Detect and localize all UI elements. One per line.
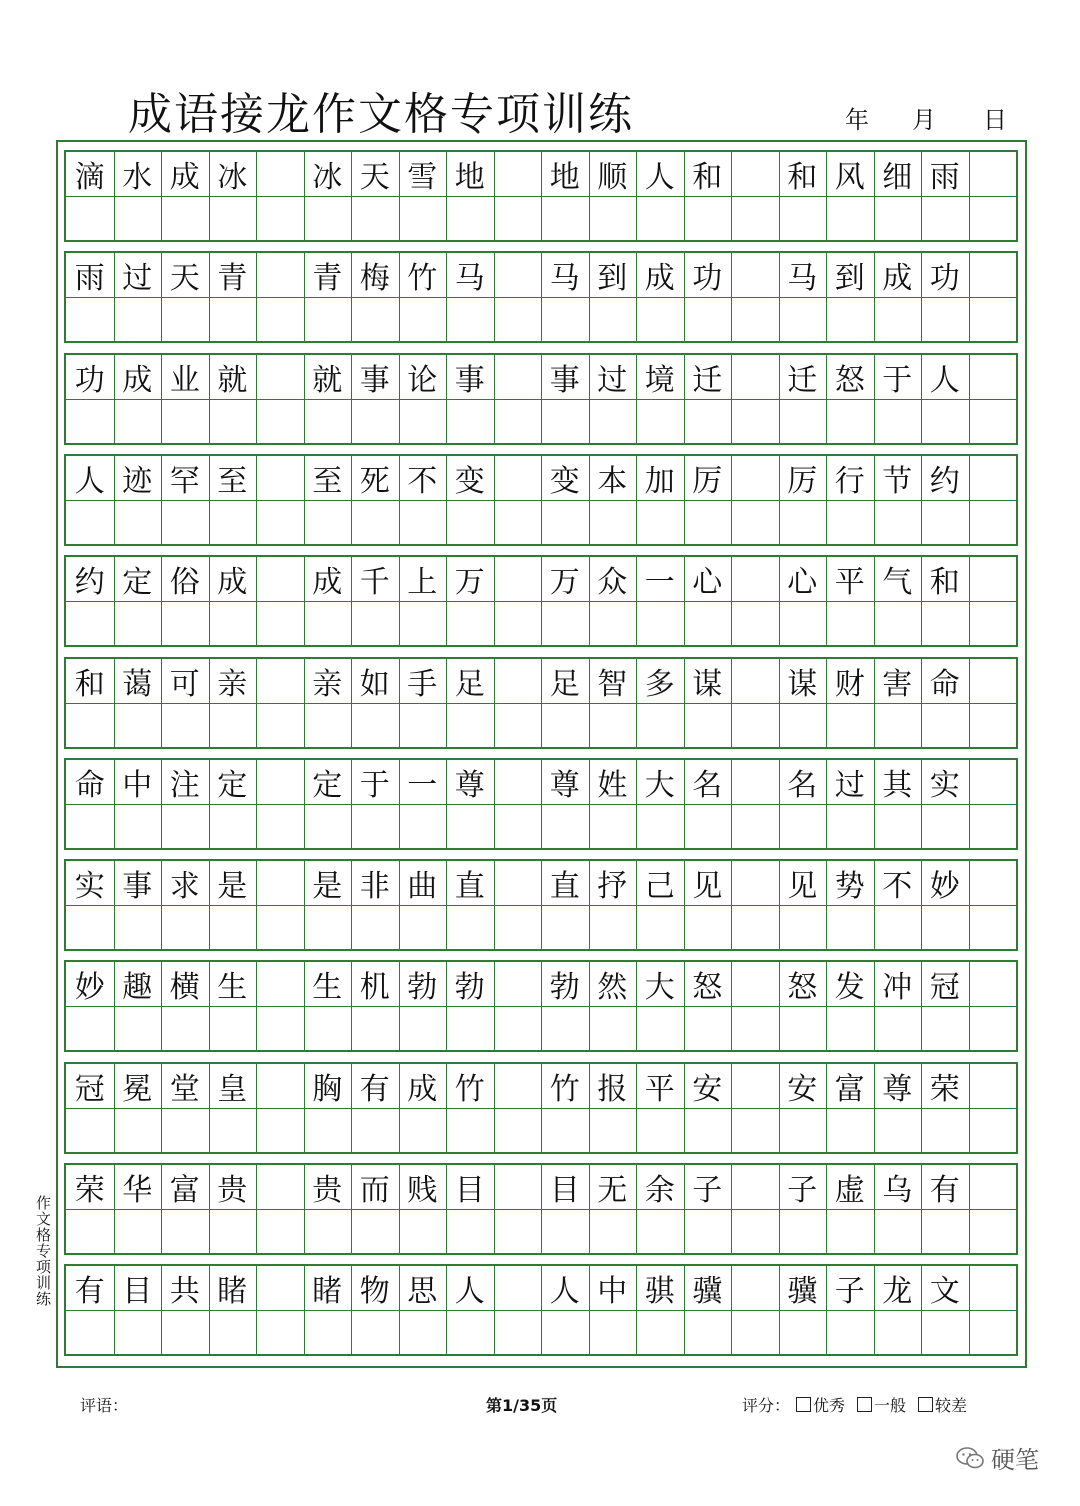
grid-character: 物 [359, 1274, 390, 1310]
grid-character: 滴 [74, 160, 105, 195]
grid-character: 怒 [834, 362, 865, 398]
grid-character: 马 [787, 261, 818, 297]
grid-character: 势 [834, 869, 865, 905]
grid-character: 富 [169, 1173, 200, 1208]
grid-row [64, 1264, 1018, 1356]
date-day-label: 日 [983, 106, 1007, 134]
grid-character [969, 1266, 1017, 1310]
grid-character: 贵 [217, 1173, 248, 1208]
grid-character: 过 [122, 261, 153, 297]
grid-character [494, 1266, 542, 1310]
grid-character: 手 [407, 666, 438, 702]
grid-character: 子 [787, 1173, 818, 1208]
grid-character: 竹 [407, 261, 438, 297]
grid-row [64, 859, 1018, 951]
grid-character: 成 [882, 261, 913, 297]
grid-character [969, 659, 1017, 703]
grid-character: 然 [597, 970, 628, 1006]
grid-character: 贵 [312, 1173, 343, 1208]
grid-character [256, 456, 304, 500]
grid-row [64, 1062, 1018, 1154]
grid-character: 骐 [644, 1274, 675, 1310]
grid-character: 可 [169, 666, 200, 702]
date-year-label: 年 [845, 106, 869, 134]
grid-character [256, 861, 304, 905]
grid-character: 有 [359, 1071, 390, 1107]
grid-character [256, 1266, 304, 1310]
grid-character: 万 [549, 565, 580, 601]
grid-character: 和 [787, 160, 818, 195]
grid-character: 姓 [597, 767, 628, 803]
grid-character: 约 [74, 565, 105, 601]
grid-character: 如 [359, 666, 390, 702]
grid-character [256, 253, 304, 297]
grid-character: 直 [454, 869, 485, 905]
grid-row [64, 758, 1018, 850]
grid-character [731, 760, 779, 804]
grid-character: 论 [407, 362, 438, 398]
grid-character: 千 [359, 565, 390, 601]
grid-character: 骥 [787, 1274, 818, 1310]
page-title: 成语接龙作文格专项训练 [128, 89, 634, 140]
grid-character: 人 [549, 1274, 580, 1310]
grid-character [731, 659, 779, 703]
grid-character: 事 [359, 362, 390, 398]
grid-character: 定 [217, 767, 248, 803]
grid-character [494, 152, 542, 196]
grid-character: 是 [217, 869, 248, 905]
option-poor-label: 较差 [935, 1396, 968, 1415]
grid-character: 命 [929, 666, 960, 702]
grid-character: 直 [549, 869, 580, 905]
grid-character: 平 [644, 1071, 675, 1107]
grid-character: 安 [692, 1071, 723, 1107]
grid-character [969, 253, 1017, 297]
grid-character: 于 [882, 362, 913, 398]
grid-character: 过 [834, 767, 865, 803]
grid-character [494, 962, 542, 1006]
grid-character: 就 [312, 362, 343, 398]
watermark [955, 1440, 1039, 1475]
grid-character: 富 [834, 1071, 865, 1107]
grid-character: 机 [359, 970, 390, 1006]
grid-character: 实 [74, 869, 105, 905]
grid-character: 心 [692, 565, 723, 601]
grid-character [494, 760, 542, 804]
grid-character: 安 [787, 1071, 818, 1107]
grid-character: 雪 [407, 160, 438, 195]
grid-character: 无 [597, 1173, 628, 1208]
grid-character: 万 [454, 565, 485, 601]
grid-character: 冰 [217, 160, 248, 195]
grid-character: 成 [122, 362, 153, 398]
grid-character [969, 1165, 1017, 1209]
grid-character: 成 [644, 261, 675, 297]
grid-character: 勃 [454, 970, 485, 1006]
grid-row [64, 454, 1018, 546]
option-excellent[interactable] [796, 1393, 845, 1416]
grid-character: 虚 [834, 1173, 865, 1208]
page-number: 第1/35页 [486, 1396, 558, 1415]
grid-character: 冰 [312, 160, 343, 195]
grid-character: 上 [407, 565, 438, 601]
grid-character [256, 1064, 304, 1108]
grid-character: 实 [929, 767, 960, 803]
grid-character: 其 [882, 767, 913, 803]
grid-character: 名 [787, 767, 818, 803]
grid-character: 节 [882, 463, 913, 499]
grid-character: 文 [929, 1274, 960, 1310]
grid-character: 马 [454, 261, 485, 297]
checkbox-excellent[interactable] [796, 1397, 811, 1412]
grid-character: 地 [549, 160, 580, 195]
grid-character: 求 [169, 869, 200, 905]
score-section [742, 1393, 973, 1416]
grid-character: 目 [454, 1173, 485, 1208]
grid-character: 曲 [407, 869, 438, 905]
grid-character: 顺 [597, 160, 628, 195]
grid-character: 功 [929, 261, 960, 297]
grid-character [731, 1165, 779, 1209]
grid-character: 细 [882, 160, 913, 195]
grid-character: 成 [169, 160, 200, 195]
grid-row [64, 150, 1018, 242]
grid-character [969, 962, 1017, 1006]
grid-character [494, 557, 542, 601]
grid-character: 堂 [169, 1071, 200, 1107]
grid-row [64, 1163, 1018, 1255]
grid-character [494, 1165, 542, 1209]
grid-character: 俗 [169, 565, 200, 601]
score-label: 评分： [742, 1396, 791, 1415]
grid-character: 不 [882, 869, 913, 905]
grid-character: 成 [312, 565, 343, 601]
grid-character: 中 [122, 767, 153, 803]
grid-character [494, 1064, 542, 1108]
grid-character: 成 [217, 565, 248, 601]
grid-character: 气 [882, 565, 913, 601]
grid-character: 贱 [407, 1173, 438, 1208]
grid-character: 人 [454, 1274, 485, 1310]
grid-character: 冠 [929, 970, 960, 1006]
grid-character [494, 253, 542, 297]
grid-character: 智 [597, 666, 628, 702]
grid-character: 尊 [454, 767, 485, 803]
grid-character: 尊 [882, 1071, 913, 1107]
grid-character: 谋 [692, 666, 723, 702]
grid-character [494, 659, 542, 703]
grid-character: 青 [312, 261, 343, 297]
grid-character: 怒 [692, 970, 723, 1006]
grid-character: 子 [834, 1274, 865, 1310]
grid-character: 注 [169, 767, 200, 803]
option-average[interactable] [857, 1393, 906, 1416]
grid-character: 抒 [597, 869, 628, 905]
grid-character: 荣 [929, 1071, 960, 1107]
grid-row [64, 353, 1018, 445]
grid-character: 足 [454, 666, 485, 702]
grid-character: 变 [549, 463, 580, 499]
grid-character: 亲 [312, 666, 343, 702]
grid-character: 骥 [692, 1274, 723, 1310]
grid-character: 定 [122, 565, 153, 601]
grid-character: 心 [787, 565, 818, 601]
option-average-label: 一般 [874, 1396, 907, 1415]
grid-character: 乌 [882, 1173, 913, 1208]
grid-character: 行 [834, 463, 865, 499]
grid-character [969, 861, 1017, 905]
grid-character: 余 [644, 1173, 675, 1208]
grid-character: 和 [692, 160, 723, 195]
grid-character [731, 962, 779, 1006]
grid-character [256, 1165, 304, 1209]
grid-character: 功 [692, 261, 723, 297]
grid-character: 到 [597, 261, 628, 297]
grid-character: 有 [929, 1173, 960, 1208]
grid-character: 趣 [122, 970, 153, 1006]
grid-character [494, 861, 542, 905]
grid-character: 妙 [929, 869, 960, 905]
grid-character: 多 [644, 666, 675, 702]
grid-character: 命 [74, 767, 105, 803]
grid-character: 和 [74, 666, 105, 702]
grid-character: 迁 [787, 362, 818, 398]
grid-character: 睹 [217, 1274, 248, 1310]
grid-character: 见 [787, 869, 818, 905]
grid-character: 大 [644, 970, 675, 1006]
grid-character: 迹 [122, 463, 153, 499]
grid-character [731, 1266, 779, 1310]
grid-character: 横 [169, 970, 200, 1006]
grid-character [969, 456, 1017, 500]
grid-character: 龙 [882, 1274, 913, 1310]
grid-character: 成 [407, 1071, 438, 1107]
grid-character [256, 962, 304, 1006]
grid-character: 财 [834, 666, 865, 702]
grid-character: 不 [407, 463, 438, 499]
wechat-icon [955, 1446, 985, 1470]
grid-character: 众 [597, 565, 628, 601]
grid-character: 人 [929, 362, 960, 398]
grid-character: 勃 [549, 970, 580, 1006]
date-month-label: 月 [912, 106, 936, 134]
grid-character: 事 [549, 362, 580, 398]
grid-character: 中 [597, 1274, 628, 1310]
grid-character: 竹 [549, 1071, 580, 1107]
grid-character: 荣 [74, 1173, 105, 1208]
grid-character: 勃 [407, 970, 438, 1006]
grid-character: 厉 [692, 463, 723, 499]
grid-character: 雨 [74, 261, 105, 297]
grid-character: 至 [312, 463, 343, 499]
grid-character: 子 [692, 1173, 723, 1208]
grid-character: 人 [644, 160, 675, 195]
grid-character: 有 [74, 1274, 105, 1310]
grid-character [731, 152, 779, 196]
grid-character: 生 [312, 970, 343, 1006]
grid-character [256, 557, 304, 601]
grid-character: 华 [122, 1173, 153, 1208]
grid-character: 境 [644, 362, 675, 398]
grid-character: 谋 [787, 666, 818, 702]
watermark-text: 硬笔 [991, 1446, 1039, 1474]
grid-character: 约 [929, 463, 960, 499]
grid-character: 是 [312, 869, 343, 905]
grid-row [64, 657, 1018, 749]
grid-character [494, 456, 542, 500]
grid-row [64, 251, 1018, 343]
grid-character: 到 [834, 261, 865, 297]
grid-character [731, 861, 779, 905]
checkbox-average[interactable] [857, 1397, 872, 1412]
grid-character [256, 659, 304, 703]
grid-character: 名 [692, 767, 723, 803]
grid-character [969, 760, 1017, 804]
option-poor[interactable] [918, 1393, 967, 1416]
checkbox-poor[interactable] [918, 1397, 933, 1412]
grid-character: 罕 [169, 463, 200, 499]
grid-character: 就 [217, 362, 248, 398]
grid-character: 加 [644, 463, 675, 499]
grid-character [256, 152, 304, 196]
grid-character: 一 [644, 565, 675, 601]
grid-character: 胸 [312, 1071, 343, 1107]
grid-character: 己 [644, 869, 675, 905]
grid-character: 共 [169, 1274, 200, 1310]
grid-character: 功 [74, 362, 105, 398]
grid-character: 冕 [122, 1071, 153, 1107]
grid-character: 非 [359, 869, 390, 905]
side-label: 作文格专项训练 [34, 1195, 52, 1307]
grid-character: 发 [834, 970, 865, 1006]
grid-character: 害 [882, 666, 913, 702]
grid-character: 怒 [787, 970, 818, 1006]
grid-character [969, 1064, 1017, 1108]
grid-character: 业 [169, 362, 200, 398]
grid-character [969, 152, 1017, 196]
grid-character: 蔼 [122, 666, 153, 702]
comment-label: 评语： [80, 1396, 129, 1415]
grid-character: 于 [359, 767, 390, 803]
grid-character: 尊 [549, 767, 580, 803]
grid-character [731, 557, 779, 601]
option-excellent-label: 优秀 [813, 1396, 846, 1415]
grid-character: 生 [217, 970, 248, 1006]
grid-character: 竹 [454, 1071, 485, 1107]
grid-character: 人 [74, 463, 105, 499]
grid-character: 皇 [217, 1071, 248, 1107]
grid-character: 迁 [692, 362, 723, 398]
grid-character: 过 [597, 362, 628, 398]
grid-character: 目 [549, 1173, 580, 1208]
grid-character: 思 [407, 1274, 438, 1310]
grid-character: 青 [217, 261, 248, 297]
grid-character: 本 [597, 463, 628, 499]
grid-character: 亲 [217, 666, 248, 702]
grid-character: 事 [454, 362, 485, 398]
grid-character [731, 253, 779, 297]
grid-character: 目 [122, 1274, 153, 1310]
grid-character: 大 [644, 767, 675, 803]
grid-character: 冠 [74, 1071, 105, 1107]
grid-character: 足 [549, 666, 580, 702]
grid-character [256, 355, 304, 399]
grid-character: 雨 [929, 160, 960, 195]
grid-character: 报 [597, 1071, 628, 1107]
grid-character: 见 [692, 869, 723, 905]
grid-character: 厉 [787, 463, 818, 499]
grid-character: 水 [122, 160, 153, 195]
grid-character: 妙 [74, 970, 105, 1006]
grid-character: 死 [359, 463, 390, 499]
grid-character: 睹 [312, 1274, 343, 1310]
grid-character: 一 [407, 767, 438, 803]
grid-row [64, 555, 1018, 647]
grid-character [731, 456, 779, 500]
grid-row [64, 960, 1018, 1052]
grid-character: 和 [929, 565, 960, 601]
grid-character: 至 [217, 463, 248, 499]
grid-character: 冲 [882, 970, 913, 1006]
grid-character [494, 355, 542, 399]
grid-character: 天 [169, 261, 200, 297]
grid-character: 天 [359, 160, 390, 195]
grid-character: 平 [834, 565, 865, 601]
grid-character: 地 [454, 160, 485, 195]
grid-character: 梅 [359, 261, 390, 297]
grid-character: 风 [834, 160, 865, 195]
grid-character [969, 355, 1017, 399]
grid-character: 事 [122, 869, 153, 905]
grid-character [969, 557, 1017, 601]
grid-character [731, 1064, 779, 1108]
grid-character: 而 [359, 1173, 390, 1208]
grid-character: 变 [454, 463, 485, 499]
grid-character [731, 355, 779, 399]
grid-character: 马 [549, 261, 580, 297]
grid-character [256, 760, 304, 804]
grid-character: 定 [312, 767, 343, 803]
